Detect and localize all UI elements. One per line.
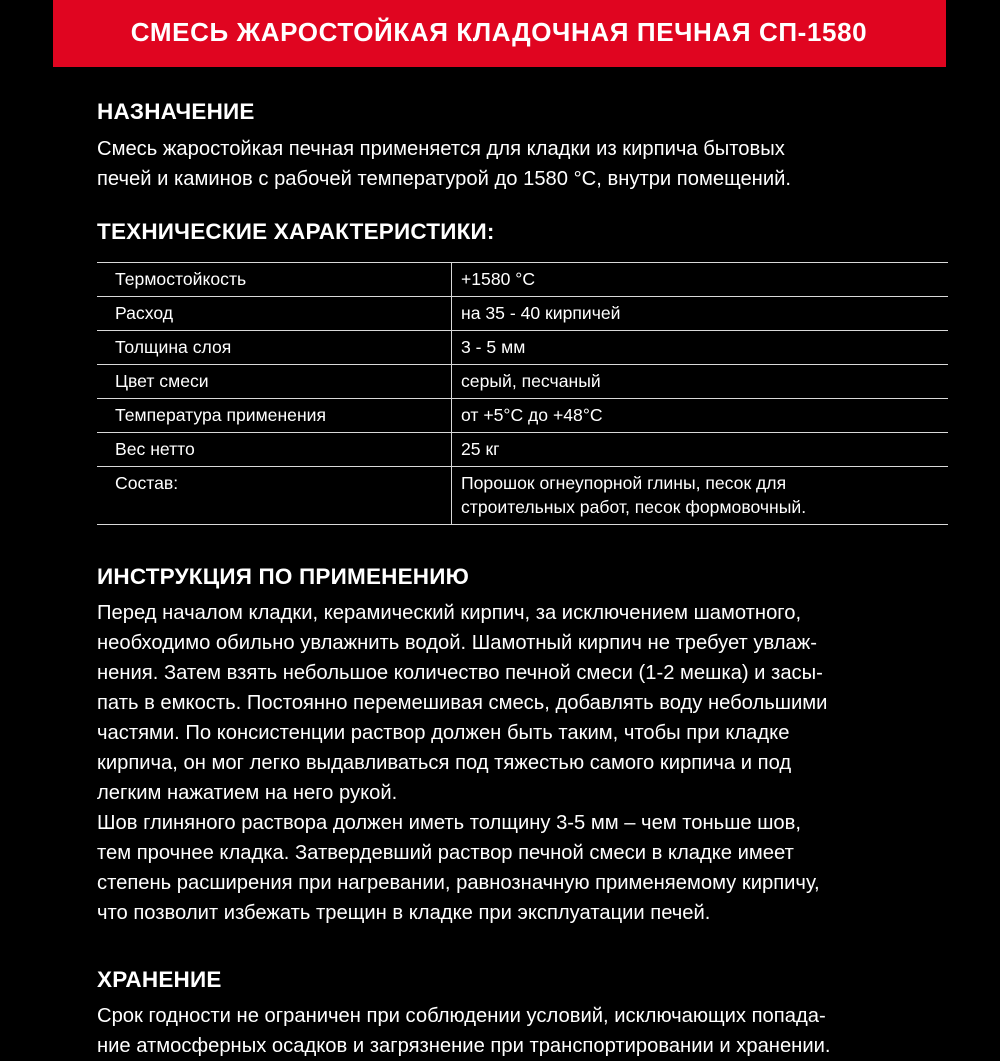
spec-value bbox=[452, 433, 949, 467]
product-title: СМЕСЬ ЖАРОСТОЙКАЯ КЛАДОЧНАЯ ПЕЧНАЯ СП-1580 bbox=[131, 19, 867, 48]
spec-value bbox=[452, 297, 949, 331]
instructions-line: тем прочнее кладка. Затвердевший раствор печной смеси в кладке имеет bbox=[97, 838, 952, 868]
purpose-heading: НАЗНАЧЕНИЕ bbox=[97, 101, 952, 124]
instructions-line: пать в емкость. Постоянно перемешивая смесь, добавлять воду небольшими bbox=[97, 688, 952, 718]
content-column bbox=[97, 67, 952, 1061]
spec-value-line: серый, песчаный bbox=[461, 369, 948, 393]
spec-key: Толщина слоя bbox=[97, 331, 452, 365]
purpose-text bbox=[97, 134, 952, 194]
spec-key: Цвет смеси bbox=[97, 365, 452, 399]
instructions-line: степень расширения при нагревании, равнозначную применяемому кирпичу, bbox=[97, 868, 952, 898]
section-specifications bbox=[97, 221, 952, 526]
instructions-line: что позволит избежать трещин в кладке при эксплуатации печей. bbox=[97, 898, 952, 928]
storage-heading: ХРАНЕНИЕ bbox=[97, 969, 952, 992]
spec-value-line: на 35 - 40 кирпичей bbox=[461, 301, 948, 325]
spec-value bbox=[452, 365, 949, 399]
instructions-paragraph-1 bbox=[97, 598, 952, 808]
instructions-paragraph-2 bbox=[97, 808, 952, 928]
table-row bbox=[97, 399, 948, 433]
storage-line: Срок годности не ограничен при соблюдении условий, исключающих попада- bbox=[97, 1001, 952, 1031]
instructions-line: частями. По консистенции раствор должен быть таким, чтобы при кладке bbox=[97, 718, 952, 748]
spec-key: Термостойкость bbox=[97, 263, 452, 297]
header-banner bbox=[53, 0, 946, 67]
spec-value-line: от +5°C до +48°C bbox=[461, 403, 948, 427]
purpose-line: печей и каминов с рабочей температурой до 1580 °C, внутри помещений. bbox=[97, 164, 952, 194]
table-row bbox=[97, 331, 948, 365]
instructions-line: Шов глиняного раствора должен иметь толщину 3-5 мм – чем тоньше шов, bbox=[97, 808, 952, 838]
spec-value-line: 3 - 5 мм bbox=[461, 335, 948, 359]
section-instructions bbox=[97, 566, 952, 928]
spec-value bbox=[452, 263, 949, 297]
spec-value bbox=[452, 467, 949, 525]
storage-line: ние атмосферных осадков и загрязнение при транспортировании и хранении. bbox=[97, 1031, 952, 1061]
table-row bbox=[97, 263, 948, 297]
spec-value-line: 25 кг bbox=[461, 437, 948, 461]
table-row bbox=[97, 467, 948, 525]
spec-value-line: +1580 °C bbox=[461, 267, 948, 291]
instructions-heading: ИНСТРУКЦИЯ ПО ПРИМЕНЕНИЮ bbox=[97, 566, 952, 589]
specifications-table bbox=[97, 262, 948, 525]
instructions-line: кирпича, он мог легко выдавливаться под тяжестью самого кирпича и под bbox=[97, 748, 952, 778]
spec-value-line: Порошок огнеупорной глины, песок для bbox=[461, 471, 948, 495]
spec-value bbox=[452, 399, 949, 433]
table-row bbox=[97, 433, 948, 467]
spec-value-line: строительных работ, песок формовочный. bbox=[461, 495, 948, 519]
instructions-line: Перед началом кладки, керамический кирпич, за исключением шамотного, bbox=[97, 598, 952, 628]
table-row bbox=[97, 365, 948, 399]
section-storage bbox=[97, 969, 952, 1061]
spec-key: Температура применения bbox=[97, 399, 452, 433]
purpose-line: Смесь жаростойкая печная применяется для кладки из кирпича бытовых bbox=[97, 134, 952, 164]
instructions-line: нения. Затем взять небольшое количество печной смеси (1-2 мешка) и засы- bbox=[97, 658, 952, 688]
table-row bbox=[97, 297, 948, 331]
instructions-line: легким нажатием на него рукой. bbox=[97, 778, 952, 808]
instructions-line: необходимо обильно увлажнить водой. Шамотный кирпич не требует увлаж- bbox=[97, 628, 952, 658]
spec-key: Состав: bbox=[97, 467, 452, 525]
storage-text bbox=[97, 1001, 952, 1061]
spec-key: Расход bbox=[97, 297, 452, 331]
spec-key: Вес нетто bbox=[97, 433, 452, 467]
spec-value bbox=[452, 331, 949, 365]
section-purpose bbox=[97, 101, 952, 194]
specs-heading: ТЕХНИЧЕСКИЕ ХАРАКТЕРИСТИКИ: bbox=[97, 221, 952, 244]
